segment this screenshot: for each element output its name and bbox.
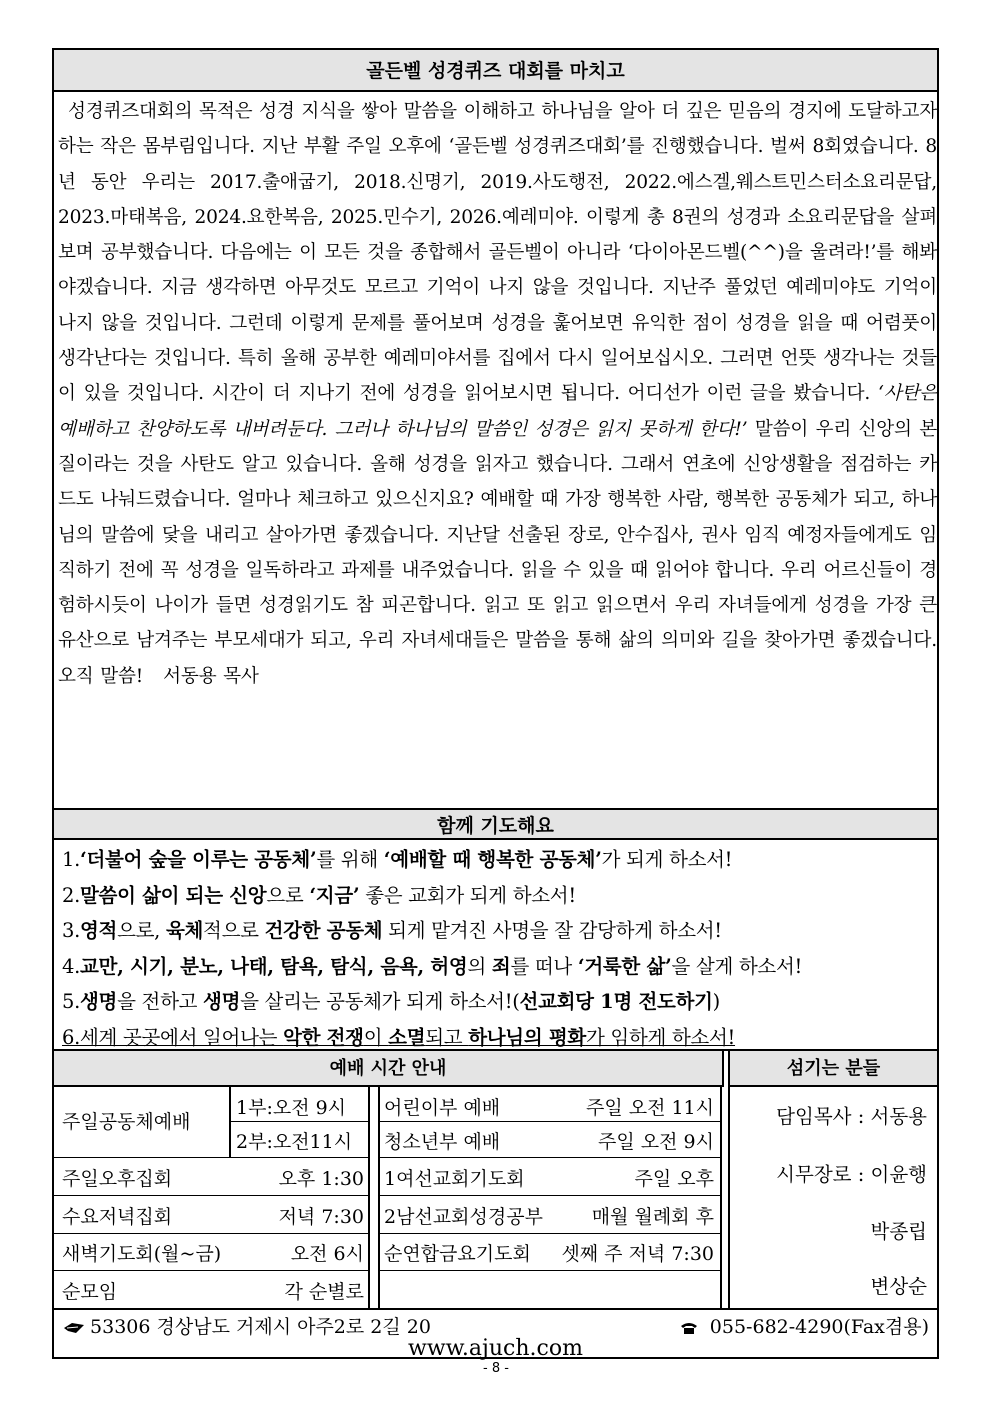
dawn-label: 새벽기도회(월~금) [62,1243,222,1265]
essay-quote: ‘사탄은 예배하고 찬양하도록 내버려둔다. 그러나 하나님의 말씀인 성경은 읽지 못하게 한다!’ [58,383,937,440]
elder-2: 박종립 [870,1220,927,1243]
essay-title: 골든벨 성경퀴즈 대회를 마치고 [54,50,937,92]
schedule-title: 예배 시간 안내 [54,1051,722,1087]
women-label: 1여선교회기도회 [384,1168,525,1190]
header-divider [722,1049,724,1087]
essay-body [58,94,937,856]
afternoon-time: 오후 1:30 [278,1168,364,1190]
cell-group-time: 각 순별로 [284,1281,364,1303]
elder-1: 시무장로 : 이윤행 [776,1163,927,1186]
prayer-item-1: 1.‘더불어 숲을 이루는 공동체’를 위해 ‘예배할 때 행복한 공동체’가 되게 하소서! [62,848,733,871]
mail-icon [64,1316,90,1338]
women-time: 주일 오후 [634,1168,714,1190]
first-service-time: 1부:오전 9시 [236,1097,347,1119]
wednesday-time: 저녁 7:30 [278,1206,364,1228]
address [64,1312,431,1339]
second-service-time: 2부:오전11시 [236,1131,353,1153]
youth-label: 청소년부 예배 [384,1131,501,1153]
union-time: 셋째 주 저녁 7:30 [561,1243,714,1265]
elder-3: 변상순 [870,1275,927,1298]
cell-group-label: 순모임 [62,1281,118,1303]
address-text: 53306 경상남도 거제시 아주2로 2길 20 [90,1316,431,1338]
prayer-title: 함께 기도해요 [54,808,937,840]
prayer-item-2: 2.말씀이 삶이 되는 신앙으로 ‘지금’ 좋은 교회가 되게 하소서! [62,883,576,907]
bulletin-page [52,48,939,1359]
union-label: 순연합금요기도회 [384,1243,531,1265]
afternoon-label: 주일오후집회 [62,1168,173,1190]
prayer-item-3: 3.영적으로, 육체적으로 건강한 공동체 되게 맡겨진 사명을 잘 감당하게 하소서! [62,919,722,943]
phone-icon [680,1316,704,1338]
page-number: - 8 - [483,1361,509,1376]
men-label: 2남선교회성경공부 [384,1206,543,1228]
essay-paragraph-2: 말씀이 우리 신앙의 본질이라는 것을 사탄도 알고 있습니다. 올해 성경을 읽자고 했습니다. 그래서 연초에 신앙생활을 점검하는 카드도 나눠드렸습니다. 얼마나 체크하고 있으신지요? 예배할 때 가장 행복한 사람, 행복한 공동체가 되고, 하나님의 말씀에 닻을 내리고 살아가면 좋겠습니다. 지난달 선출된 장로, 안수집사, 권사 임직 예정자들에게도 임직하기 전에 꼭 성경을 일독하라고 과제를 내주었습니다. 읽을 수 있을 때 읽어야 합니다. 우리 어르신들이 경험하시듯이 나이가 들면 성경읽기도 참 피곤합니다. 읽고 또 읽고 읽으면서 우리 자녀들에게 성경을 가장 큰 유산으로 남겨주는 부모세대가 되고, 우리 자녀세대들은 말씀을 통해 삶의 의미와 길을 찾아가면 좋겠습니다. 오직 말씀! [58,418,937,687]
children-label: 어린이부 예배 [384,1097,501,1119]
youth-time: 주일 오전 9시 [598,1131,714,1153]
children-time: 주일 오전 11시 [585,1097,714,1119]
prayer-item-4: 4.교만, 시기, 분노, 나태, 탐욕, 탐식, 음욕, 허영의 죄를 떠나 ‘거룩한 삶’을 살게 하소서! [62,954,803,978]
essay-author: 서동용 목사 [163,665,259,687]
prayer-item-5: 5.생명을 전하고 생명을 살리는 공동체가 되게 하소서!(선교회당 1명 전도하기) [62,990,720,1014]
essay-paragraph-1: 성경퀴즈대회의 목적은 성경 지식을 쌓아 말씀을 이해하고 하나님을 알아 더 깊은 믿음의 경지에 도달하고자 하는 작은 몸부림입니다. 지난 부활 주일 오후에 ‘골든벨 성경퀴즈대회’를 진행했습니다. 벌써 8회였습니다. 8년 동안 우리는 2017.출애굽기, 2018.신명기, 2019.사도행전, 2022.에스겔,웨스트민스터소요리문답, 2023.마태복음, 2024.요한복음, 2025.민수기, 2026.예레미야. 이렇게 총 8권의 성경과 소요리문답을 살펴보며 공부했습니다. 다음에는 이 모든 것을 종합해서 골든벨이 아니라 ‘다이아몬드벨(^^)을 울려라!’를 해봐야겠습니다. 지금 생각하면 아무것도 모르고 기억이 나지 않을 것입니다. 지난주 풀었던 예레미야도 기억이 나지 않을 것입니다. 그런데 이렇게 문제를 풀어보며 성경을 훑어보면 유익한 점이 성경을 읽을 때 어렴풋이 생각난다는 것입니다. 특히 올해 공부한 예레미야서를 집에서 다시 일어보십시오. 그러면 언뜻 생각나는 것들이 있을 것입니다. 시간이 더 지나기 전에 성경을 읽어보시면 됩니다. 어디선가 이런 글을 봤습니다. [58,101,937,405]
telephone-text: 055-682-4290(Fax겸용) [709,1316,929,1338]
prayer-list [62,842,934,1056]
telephone [680,1312,929,1339]
wednesday-label: 수요저녁집회 [62,1206,173,1228]
sunday-worship-label: 주일공동체예배 [62,1111,191,1133]
staff-title: 섬기는 분들 [728,1051,937,1087]
prayer-item-6: 6.세계 곳곳에서 일어나는 악한 전쟁이 소멸되고 하나님의 평화가 임하게 하소서! [62,1025,736,1049]
dawn-time: 오전 6시 [290,1243,364,1265]
pastor: 담임목사 : 서동용 [776,1105,927,1128]
men-time: 매월 월례회 후 [591,1206,714,1228]
website-link[interactable]: www.ajuch.com [408,1336,583,1361]
